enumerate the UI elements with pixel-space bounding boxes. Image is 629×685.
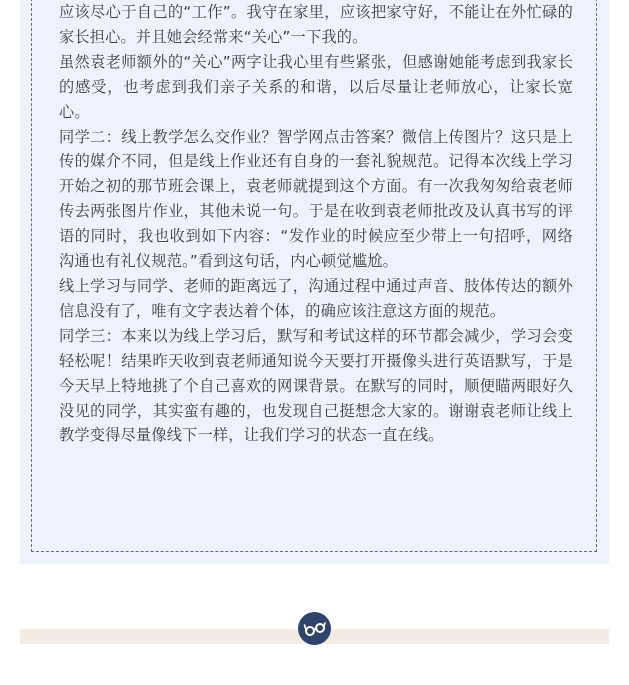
paragraph-4: 线上学习与同学、老师的距离远了，沟通过程中通过声音、肢体传达的额外信息没有了，唯有文字表达着个体，的确应该注意这方面的规范。	[59, 276, 573, 320]
paragraph-1: 应该尽心于自己的“工作”。我守在家里，应该把家守好，不能让在外忙碌的家长担心。并且她会经常来“关心”一下我的。	[59, 3, 573, 46]
paragraph-5: 同学三：本来以为线上学习后，默写和考试这样的环节都会减少，学习会变轻松呢！结果昨天收到袁老师通知说今天要打开摄像头进行英语默写，于是今天早上特地挑了个自己喜欢的网课背景。在默写的同时，顺便瞄两眼好久没见的同学，其实蛮有趣的，也发现自己挺想念大家的。谢谢袁老师让线上教学变得尽量像线下一样，让我们学习的状态一直在线。	[59, 326, 573, 445]
article-body	[59, 0, 573, 448]
paragraph-3: 同学二：线上教学怎么交作业？智学网点击答案？微信上传图片？这只是上传的媒介不同，但是线上作业还有自身的一套礼貌规范。记得本次线上学习开始之初的那节班会课上，袁老师就提到这个方面。有一次我匆匆给袁老师传去两张图片作业，其他未说一句。于是在收到袁老师批改及认真书写的评语的同时，我也收到如下内容：“发作业的时候应至少带上一句招呼，网络沟通也有礼仪规范。”看到这句话，内心顿觉尴尬。	[59, 127, 573, 271]
paragraph-2: 虽然袁老师额外的“关心”两字让我心里有些紧张，但感谢她能考虑到我家长的感受，也考虑到我们亲子关系的和谐，以后尽量让老师放心，让家长宽心。	[59, 52, 573, 121]
glasses-badge	[298, 612, 331, 645]
glasses-icon	[303, 621, 327, 637]
